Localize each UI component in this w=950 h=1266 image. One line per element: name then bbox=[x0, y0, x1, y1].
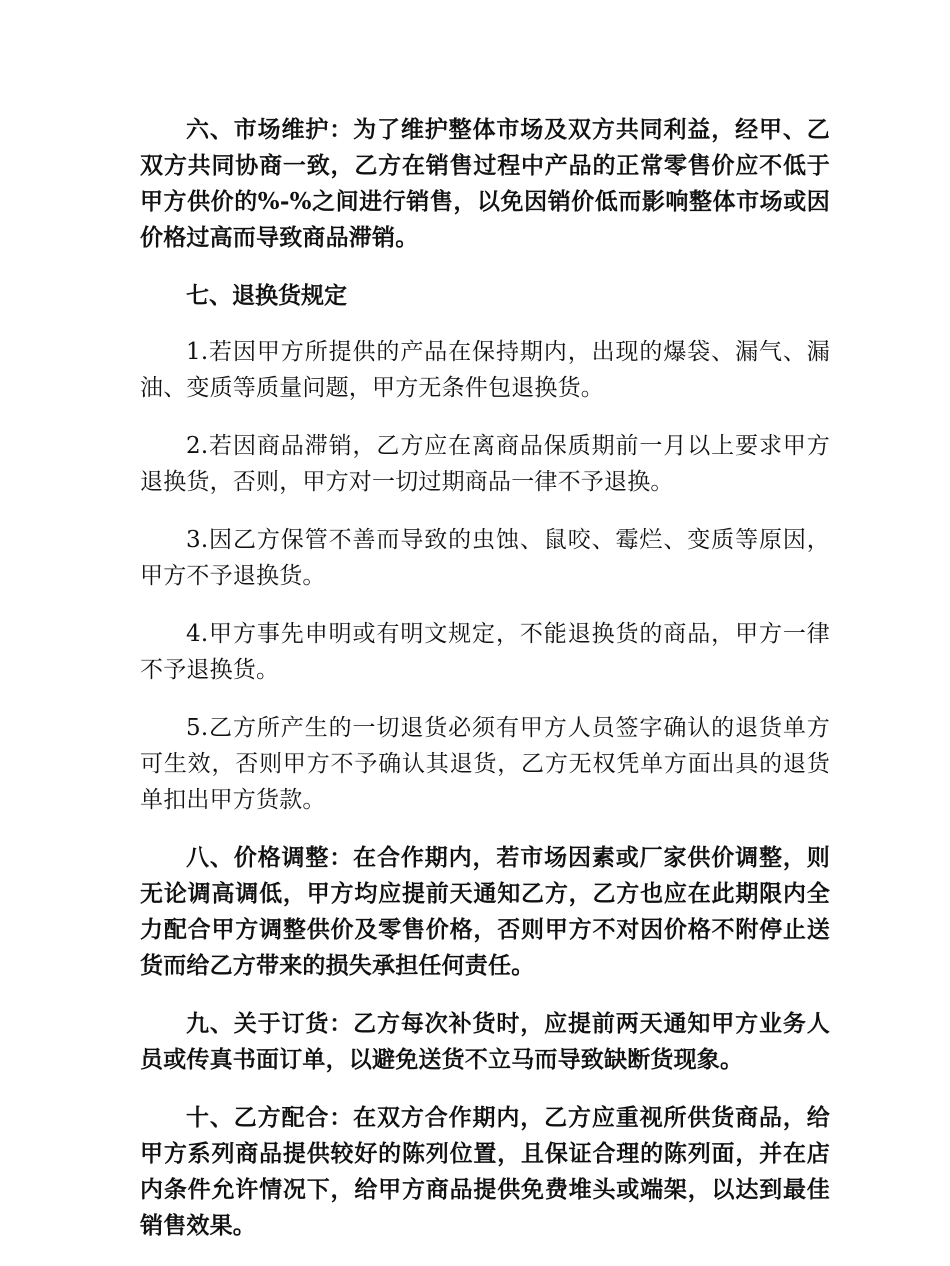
returns-item-2: 2.若因商品滞销，乙方应在离商品保质期前一月以上要求甲方退换货，否则，甲方对一切过期商品一律不予退换。 bbox=[140, 433, 830, 495]
returns-item-1: 1.若因甲方所提供的产品在保持期内，出现的爆袋、漏气、漏油、变质等质量问题，甲方无条件包退换货。 bbox=[140, 339, 830, 401]
section-6-market-maintenance: 六、市场维护：为了维护整体市场及双方共同利益，经甲、乙双方共同协商一致，乙方在销售过程中产品的正常零售价应不低于甲方供价的%-%之间进行销售，以免因销价低而影响整体市场或因价格过高而导致商品滞销。 bbox=[140, 116, 830, 251]
section-9-ordering: 九、关于订货：乙方每次补货时，应提前两天通知甲方业务人员或传真书面订单，以避免送货不立马而导致缺断货现象。 bbox=[140, 1010, 830, 1073]
section-10-cooperation: 十、乙方配合：在双方合作期内，乙方应重视所供货商品，给甲方系列商品提供较好的陈列位置，且保证合理的陈列面，并在店内条件允许情况下，给甲方商品提供免费堆头或端架，以达到最佳销售效果。 bbox=[140, 1104, 830, 1239]
section-7-heading-returns: 七、退换货规定 bbox=[186, 282, 347, 309]
returns-item-4: 4.甲方事先申明或有明文规定，不能退换货的商品，甲方一律不予退换货。 bbox=[140, 621, 830, 683]
section-8-price-adjustment: 八、价格调整：在合作期内，若市场因素或厂家供价调整，则无论调高调低，甲方均应提前天通知乙方，乙方也应在此期限内全力配合甲方调整供价及零售价格，否则甲方不对因价格不附停止送货而给乙方带来的损失承担任何责任。 bbox=[140, 844, 830, 979]
document-page bbox=[140, 112, 830, 1266]
returns-item-3: 3.因乙方保管不善而导致的虫蚀、鼠咬、霉烂、变质等原因，甲方不予退换货。 bbox=[140, 527, 830, 589]
returns-item-5: 5.乙方所产生的一切退货必须有甲方人员签字确认的退货单方可生效，否则甲方不予确认其退货，乙方无权凭单方面出具的退货单扣出甲方货款。 bbox=[140, 715, 830, 813]
